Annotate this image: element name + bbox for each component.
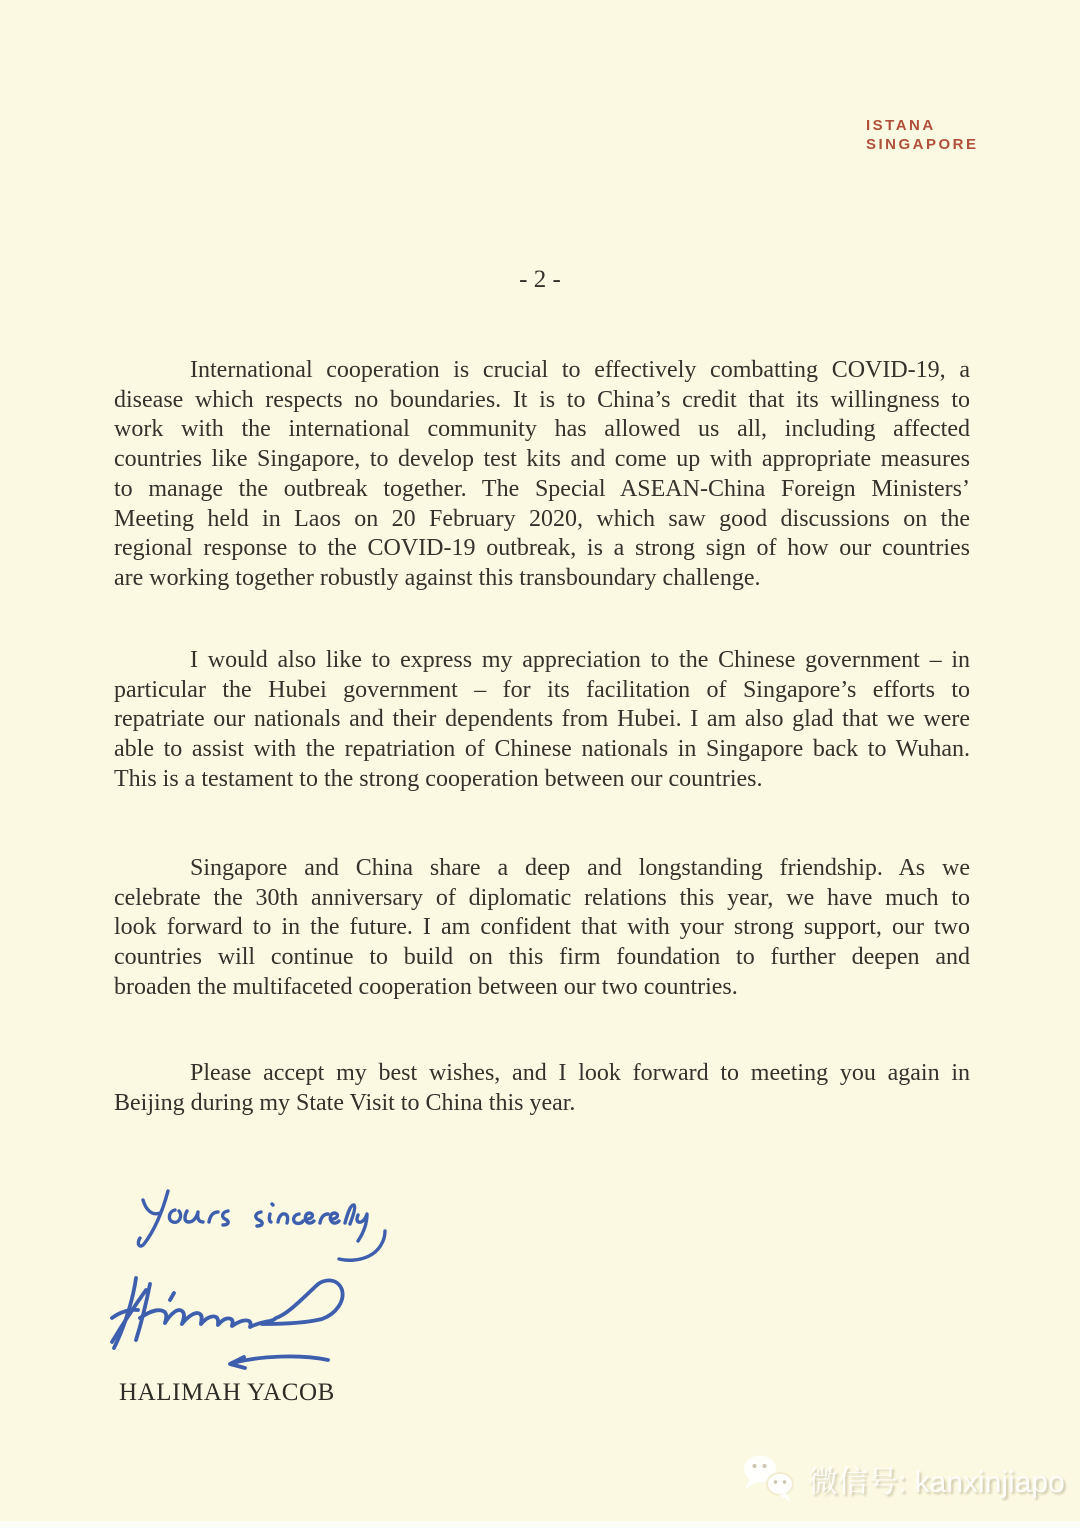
wechat-icon [738, 1452, 800, 1506]
letter-line: to manage the outbreak together. The Special ASEAN-China Foreign Ministers’ [114, 475, 970, 502]
watermark-text: 微信号: kanxinjiapo [808, 1466, 1065, 1499]
letter-line: Please accept my best wishes, and I look forward to meeting you again in [190, 1060, 970, 1086]
handwritten-valediction [133, 1183, 413, 1273]
letter-line: regional response to the COVID-19 outbreak, is a strong sign of how our countries [114, 535, 970, 562]
letter-line: broaden the multifaceted cooperation between our two countries. [114, 973, 738, 1000]
letter-line: are working together robustly against this transboundary challenge. [114, 564, 761, 591]
letter-line: look forward to in the future. I am confident that with your strong support, our two [114, 914, 970, 941]
letter-line: This is a testament to the strong cooperation between our countries. [114, 765, 763, 792]
letter-line: disease which respects no boundaries. It is to China’s credit that its willingness to [114, 386, 970, 413]
letter-line: work with the international community has allowed us all, including affected [114, 416, 970, 443]
letterhead-line1: ISTANA [866, 117, 936, 134]
letter-line: International cooperation is crucial to effectively combatting COVID-19, a [190, 357, 970, 383]
scan-bottom-edge [0, 1521, 1080, 1528]
letter-line: Singapore and China share a deep and longstanding friendship. As we [190, 855, 970, 881]
letter-line: Beijing during my State Visit to China this year. [114, 1089, 576, 1116]
letterhead [866, 116, 979, 154]
watermark [738, 1452, 1065, 1506]
letter-line: I would also like to express my appreciation to the Chinese government – in [190, 647, 970, 673]
letter-line: particular the Hubei government – for its facilitation of Singapore’s efforts to [114, 676, 970, 703]
paragraph-3 [114, 854, 970, 1003]
letter-line: able to assist with the repatriation of Chinese nationals in Singapore back to Wuhan. [114, 736, 970, 763]
paragraph-4 [114, 1059, 970, 1118]
letterhead-line2: SINGAPORE [866, 136, 979, 153]
letter-line: Meeting held in Laos on 20 February 2020, which saw good discussions on the [114, 505, 970, 532]
letter-line: countries will continue to build on this firm foundation to further deepen and [114, 944, 970, 971]
signatory-name: HALIMAH YACOB [119, 1379, 335, 1406]
letter-line: countries like Singapore, to develop test kits and come up with appropriate measures [114, 446, 970, 473]
page-number: - 2 - [519, 266, 561, 293]
halimah-signature [108, 1266, 353, 1378]
letter-line: celebrate the 30th anniversary of diplomatic relations this year, we have much to [114, 884, 970, 911]
letter-line: repatriate our nationals and their dependents from Hubei. I am also glad that we were [114, 706, 970, 733]
paragraph-2 [114, 646, 970, 795]
paragraph-1 [114, 356, 970, 594]
